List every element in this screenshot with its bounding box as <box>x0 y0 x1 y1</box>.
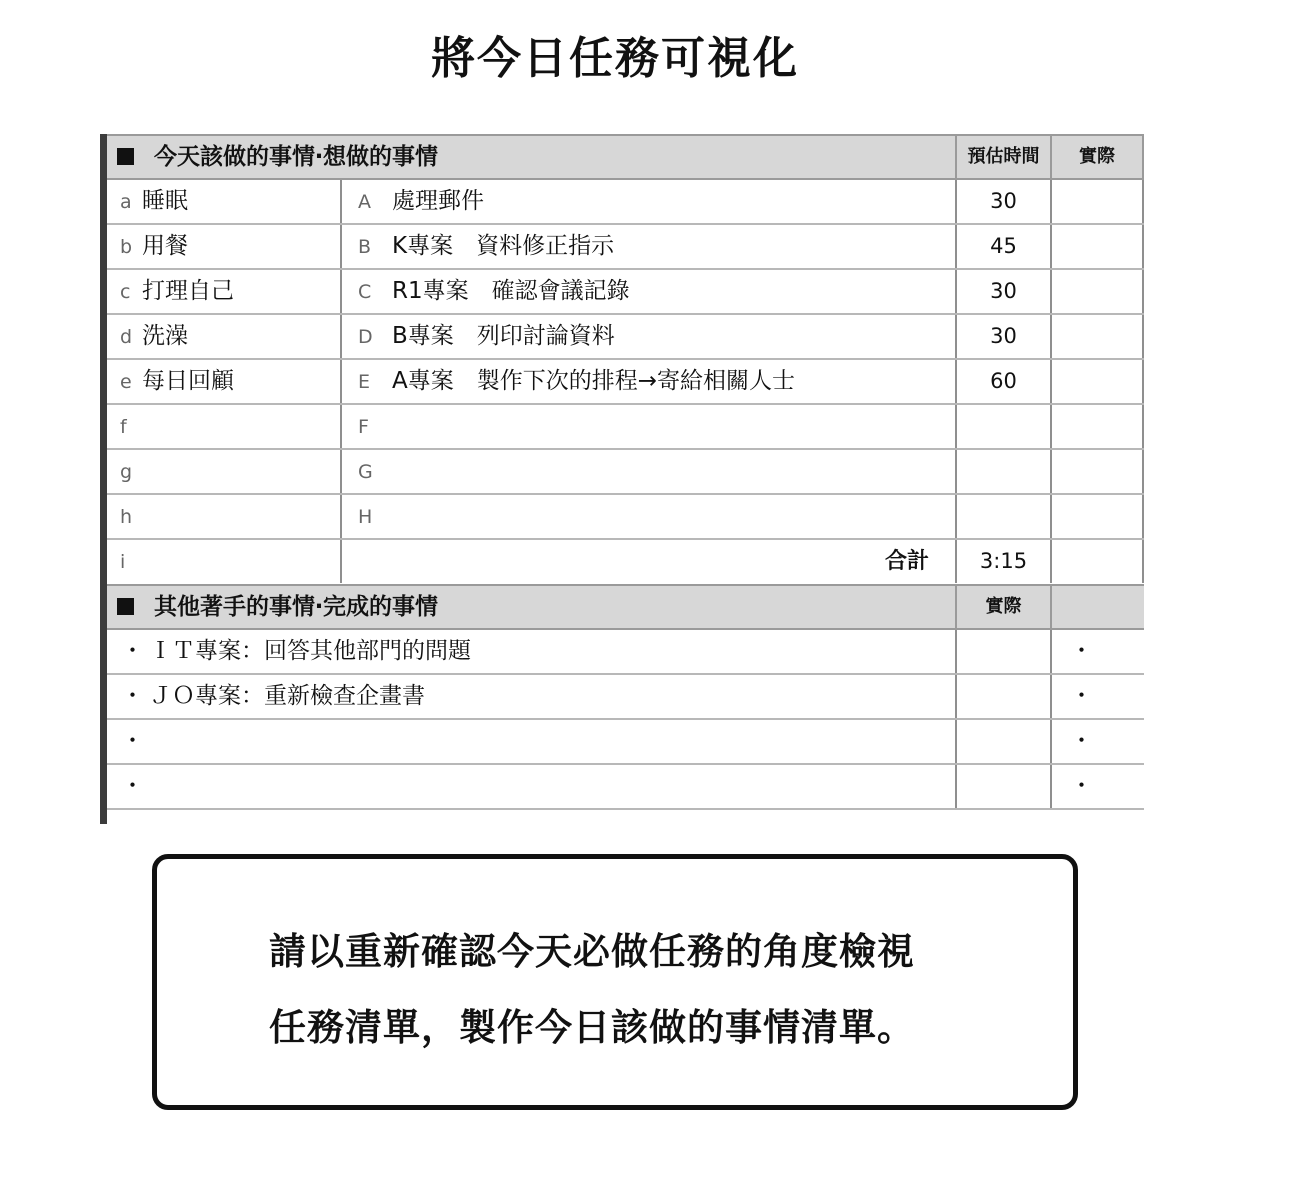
todo-section-header <box>107 134 1144 180</box>
note-line-2: 任務清單，製作今日該做的事情清單。 <box>269 1006 915 1049</box>
bullet: ・ <box>121 638 144 664</box>
task-cell <box>340 180 955 223</box>
task-key: G <box>358 461 373 483</box>
task-cell <box>340 450 955 493</box>
task-text: B專案 列印討論資料 <box>392 323 615 349</box>
row-key: c <box>120 281 131 303</box>
other-actual-cell <box>955 720 1050 763</box>
other-empty-column-header <box>1050 586 1144 628</box>
task-sheet <box>100 134 1144 824</box>
actual-cell <box>1050 270 1144 313</box>
other-section-heading: 其他著手的事情‧完成的事情 <box>154 594 439 620</box>
routine-cell <box>107 315 340 358</box>
other-task-text: ＪＯ專案：重新檢查企畫書 <box>149 683 425 709</box>
row-key: d <box>120 326 133 348</box>
note-line-1: 請以重新確認今天必做任務的角度檢視 <box>269 930 915 973</box>
estimate-cell: 45 <box>955 225 1050 268</box>
routine-text: 洗澡 <box>142 323 188 349</box>
routine-text: 打理自己 <box>142 278 234 304</box>
routine-cell <box>107 180 340 223</box>
sheet-left-border <box>100 134 107 824</box>
actual-cell <box>1050 540 1144 583</box>
instruction-note <box>152 854 1078 1110</box>
total-value: 3:15 <box>955 540 1050 583</box>
task-key: D <box>358 326 373 348</box>
other-task-cell <box>107 630 955 673</box>
other-task-text: ＩＴ專案：回答其他部門的問題 <box>149 638 471 664</box>
row-key: h <box>120 506 133 528</box>
routine-cell <box>107 540 340 583</box>
todo-section-heading: 今天該做的事情‧想做的事情 <box>154 144 439 170</box>
task-cell <box>340 405 955 448</box>
other-task-cell <box>107 765 955 808</box>
bullet: ・ <box>121 773 144 799</box>
other-actual-column-header: 實際 <box>955 586 1050 628</box>
actual-cell <box>1050 180 1144 223</box>
routine-cell <box>107 495 340 538</box>
task-key: A <box>358 191 371 213</box>
task-cell <box>340 270 955 313</box>
estimate-cell <box>955 405 1050 448</box>
task-cell <box>340 495 955 538</box>
actual-cell <box>1050 315 1144 358</box>
actual-cell <box>1050 495 1144 538</box>
todo-row <box>107 270 1144 315</box>
todo-row <box>107 360 1144 405</box>
other-dot-cell: ・ <box>1050 630 1144 673</box>
other-actual-cell <box>955 765 1050 808</box>
todo-row <box>107 495 1144 540</box>
other-task-cell <box>107 720 955 763</box>
other-section-header <box>107 584 1144 630</box>
other-row <box>107 765 1144 810</box>
other-row <box>107 630 1144 675</box>
task-text: R1專案 確認會議記錄 <box>392 278 630 304</box>
routine-text: 每日回顧 <box>142 368 234 394</box>
other-dot-cell: ・ <box>1050 765 1144 808</box>
estimate-cell: 60 <box>955 360 1050 403</box>
routine-cell <box>107 405 340 448</box>
bullet: ・ <box>121 683 144 709</box>
estimate-cell <box>955 495 1050 538</box>
estimate-column-header: 預估時間 <box>955 136 1050 178</box>
task-key: E <box>358 371 371 393</box>
task-cell <box>340 225 955 268</box>
total-row <box>107 540 1144 585</box>
row-key: b <box>120 236 133 258</box>
task-key: F <box>358 416 369 438</box>
actual-column-header: 實際 <box>1050 136 1144 178</box>
task-key: B <box>358 236 372 258</box>
task-cell <box>340 315 955 358</box>
task-key: C <box>358 281 372 303</box>
other-actual-cell <box>955 630 1050 673</box>
todo-row <box>107 225 1144 270</box>
task-text: A專案 製作下次的排程→寄給相關人士 <box>392 368 796 394</box>
routine-cell <box>107 270 340 313</box>
estimate-cell: 30 <box>955 180 1050 223</box>
routine-text: 睡眠 <box>142 188 188 214</box>
task-text: K專案 資料修正指示 <box>392 233 615 259</box>
actual-cell <box>1050 450 1144 493</box>
other-row <box>107 675 1144 720</box>
row-key: e <box>120 371 132 393</box>
estimate-cell: 30 <box>955 270 1050 313</box>
other-task-cell <box>107 675 955 718</box>
routine-cell <box>107 450 340 493</box>
page-title: 將今日任務可視化 <box>431 33 799 84</box>
task-cell <box>340 360 955 403</box>
task-text: 處理郵件 <box>392 188 484 214</box>
other-row <box>107 720 1144 765</box>
square-bullet-icon <box>117 148 134 165</box>
row-key: a <box>120 191 132 213</box>
routine-text: 用餐 <box>142 233 188 259</box>
todo-row <box>107 180 1144 225</box>
routine-cell <box>107 225 340 268</box>
todo-row <box>107 405 1144 450</box>
bullet: ・ <box>121 728 144 754</box>
row-key: g <box>120 461 133 483</box>
actual-cell <box>1050 360 1144 403</box>
estimate-cell: 30 <box>955 315 1050 358</box>
todo-row <box>107 450 1144 495</box>
other-actual-cell <box>955 675 1050 718</box>
task-key: H <box>358 506 373 528</box>
actual-cell <box>1050 405 1144 448</box>
row-key: f <box>120 416 127 438</box>
row-key: i <box>120 551 126 573</box>
other-dot-cell: ・ <box>1050 720 1144 763</box>
total-label-cell <box>340 540 955 583</box>
actual-cell <box>1050 225 1144 268</box>
other-dot-cell: ・ <box>1050 675 1144 718</box>
todo-row <box>107 315 1144 360</box>
total-label: 合計 <box>884 549 929 574</box>
estimate-cell <box>955 450 1050 493</box>
routine-cell <box>107 360 340 403</box>
square-bullet-icon <box>117 598 134 615</box>
